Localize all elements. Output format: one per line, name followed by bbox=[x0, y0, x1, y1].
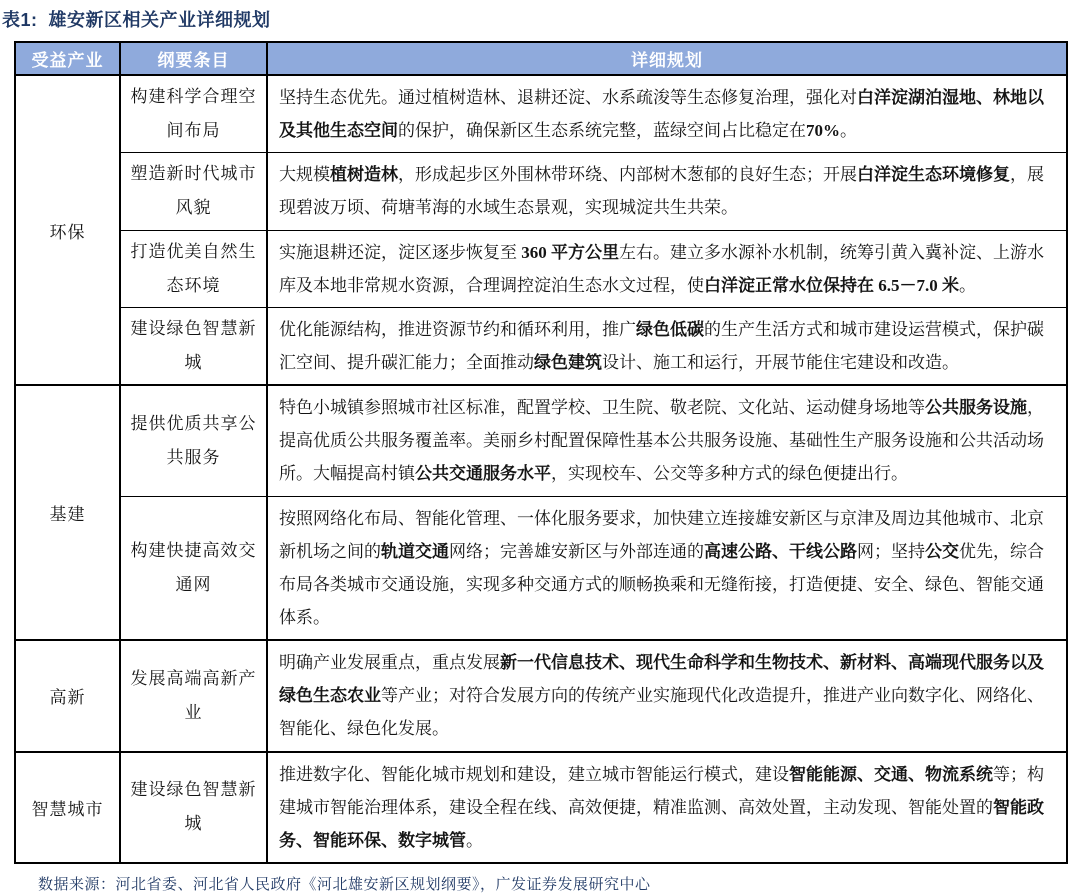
entry-cell: 塑造新时代城市风貌 bbox=[120, 153, 267, 230]
table-row bbox=[15, 307, 1067, 385]
detail-text-bold: 新一代信息技术、现代生命科学和生物技术、新材料、高端现代服务以及绿色生态农业 bbox=[279, 653, 1044, 706]
detail-text: 左右。建立多水源补水机制，统筹引黄入冀补淀、上游水库及本地非常规水资源，合理调控淀泊生态水文过程，使 bbox=[279, 242, 1044, 295]
detail-cell bbox=[267, 153, 1067, 230]
entry-cell: 建设绿色智慧新城 bbox=[120, 752, 267, 863]
detail-text-bold: 公共交通服务水平 bbox=[415, 464, 551, 484]
detail-text: 特色小城镇参照城市社区标准，配置学校、卫生院、敬老院、文化站、运动健身场地等 bbox=[279, 398, 925, 418]
detail-text-bold: 70% bbox=[806, 121, 840, 141]
industry-cell: 高新 bbox=[15, 640, 120, 751]
table-row bbox=[15, 496, 1067, 640]
table-row bbox=[15, 752, 1067, 863]
detail-text: 等；构建城市智能治理体系，建设全程在线、高效便捷，精准监测、高效处置，主动发现、智能处置的 bbox=[279, 764, 1044, 817]
detail-text: 的生产生活方式和城市建设运营模式，保护碳汇空间、提升碳汇能力；全面推动 bbox=[279, 319, 1044, 372]
table-row bbox=[15, 153, 1067, 230]
detail-text-bold: 轨道交通 bbox=[381, 541, 449, 561]
table-body bbox=[15, 75, 1067, 863]
detail-text: 。 bbox=[959, 275, 976, 295]
detail-cell bbox=[267, 496, 1067, 640]
industry-plan-table bbox=[14, 41, 1068, 864]
detail-text-bold: 智能能源、交通、物流系统 bbox=[789, 764, 993, 784]
entry-cell: 发展高端高新产业 bbox=[120, 640, 267, 751]
entry-cell: 提供优质共享公共服务 bbox=[120, 385, 267, 496]
table-row bbox=[15, 75, 1067, 153]
header-industry: 受益产业 bbox=[15, 42, 120, 75]
detail-text: 设计、施工和运行，开展节能住宅建设和改造。 bbox=[602, 352, 959, 372]
detail-text: ，提高优质公共服务覆盖率。美丽乡村配置保障性基本公共服务设施、基础性生产服务设施和公共活动场所。大幅提高村镇 bbox=[279, 398, 1044, 484]
table-row bbox=[15, 385, 1067, 496]
detail-text: 实施退耕还淀，淀区逐步恢复至 bbox=[279, 242, 522, 262]
entry-cell: 建设绿色智慧新城 bbox=[120, 307, 267, 385]
detail-cell bbox=[267, 307, 1067, 385]
detail-text: 坚持生态优先。通过植树造林、退耕还淀、水系疏浚等生态修复治理，强化对 bbox=[279, 88, 857, 107]
detail-text: 优先，综合布局各类城市交通设施，实现多种交通方式的顺畅换乘和无缝衔接，打造便捷、安全、绿色、智能交通体系。 bbox=[279, 541, 1044, 627]
industry-cell: 智慧城市 bbox=[15, 752, 120, 863]
detail-text-bold: 高速公路、干线公路 bbox=[704, 541, 857, 561]
detail-text-bold: 公交 bbox=[925, 541, 959, 561]
page-title: 表1: 雄安新区相关产业详细规划 bbox=[2, 10, 271, 30]
data-source-note: 数据来源：河北省委、河北省人民政府《河北雄安新区规划纲要》，广发证券发展研究中心 bbox=[38, 876, 651, 893]
detail-cell bbox=[267, 752, 1067, 863]
detail-text-bold: 白洋淀生态环境修复 bbox=[857, 165, 1010, 185]
detail-text: 。 bbox=[840, 121, 857, 141]
detail-text: 按照网络化布局、智能化管理、一体化服务要求，加快建立连接雄安新区与京津及周边其他城市、北京新机场之间的 bbox=[279, 508, 1044, 561]
table-header-row bbox=[15, 42, 1067, 75]
table-row bbox=[15, 230, 1067, 307]
detail-cell bbox=[267, 230, 1067, 307]
entry-cell: 构建快捷高效交通网 bbox=[120, 496, 267, 640]
detail-text-bold: 绿色建筑 bbox=[534, 352, 602, 372]
detail-text-bold: 白洋淀正常水位保持在 6.5－7.0 米 bbox=[704, 275, 959, 295]
detail-text: ，形成起步区外围林带环绕、内部树木葱郁的良好生态；开展 bbox=[398, 165, 857, 185]
entry-cell: 构建科学合理空间布局 bbox=[120, 75, 267, 153]
detail-text: 网；坚持 bbox=[857, 541, 925, 561]
detail-text: 推进数字化、智能化城市规划和建设，建立城市智能运行模式，建设 bbox=[279, 764, 789, 784]
industry-cell: 基建 bbox=[15, 385, 120, 640]
detail-text-bold: 绿色低碳 bbox=[636, 319, 704, 339]
detail-text: 明确产业发展重点，重点发展 bbox=[279, 653, 500, 673]
detail-cell bbox=[267, 75, 1067, 153]
detail-text: 。 bbox=[466, 830, 483, 850]
detail-text: ，实现校车、公交等多种方式的绿色便捷出行。 bbox=[551, 464, 908, 484]
detail-text: 优化能源结构，推进资源节约和循环利用，推广 bbox=[279, 319, 636, 339]
detail-cell bbox=[267, 640, 1067, 751]
detail-cell bbox=[267, 385, 1067, 496]
detail-text-bold: 植树造林 bbox=[330, 165, 398, 185]
detail-text: 的保护，确保新区生态系统完整，蓝绿空间占比稳定在 bbox=[398, 121, 806, 141]
detail-text: ，展现碧波万顷、荷塘苇海的水域生态景观，实现城淀共生共荣。 bbox=[279, 165, 1044, 218]
table-row bbox=[15, 640, 1067, 751]
detail-text: 网络；完善雄安新区与外部连通的 bbox=[449, 541, 704, 561]
header-entry: 纲要条目 bbox=[120, 42, 267, 75]
detail-text-bold: 白洋淀湖泊湿地、林地以及其他生态空间 bbox=[279, 88, 1044, 141]
entry-cell: 打造优美自然生态环境 bbox=[120, 230, 267, 307]
header-detail: 详细规划 bbox=[267, 42, 1067, 75]
detail-text-bold: 360 平方公里 bbox=[521, 242, 619, 262]
detail-text: 大规模 bbox=[279, 165, 330, 185]
detail-text-bold: 智能政务、智能环保、数字城管 bbox=[279, 797, 1044, 850]
industry-cell: 环保 bbox=[15, 75, 120, 385]
detail-text-bold: 公共服务设施 bbox=[925, 398, 1027, 418]
detail-text: 等产业；对符合发展方向的传统产业实施现代化改造提升，推进产业向数字化、网络化、智能化、绿色化发展。 bbox=[279, 686, 1044, 739]
